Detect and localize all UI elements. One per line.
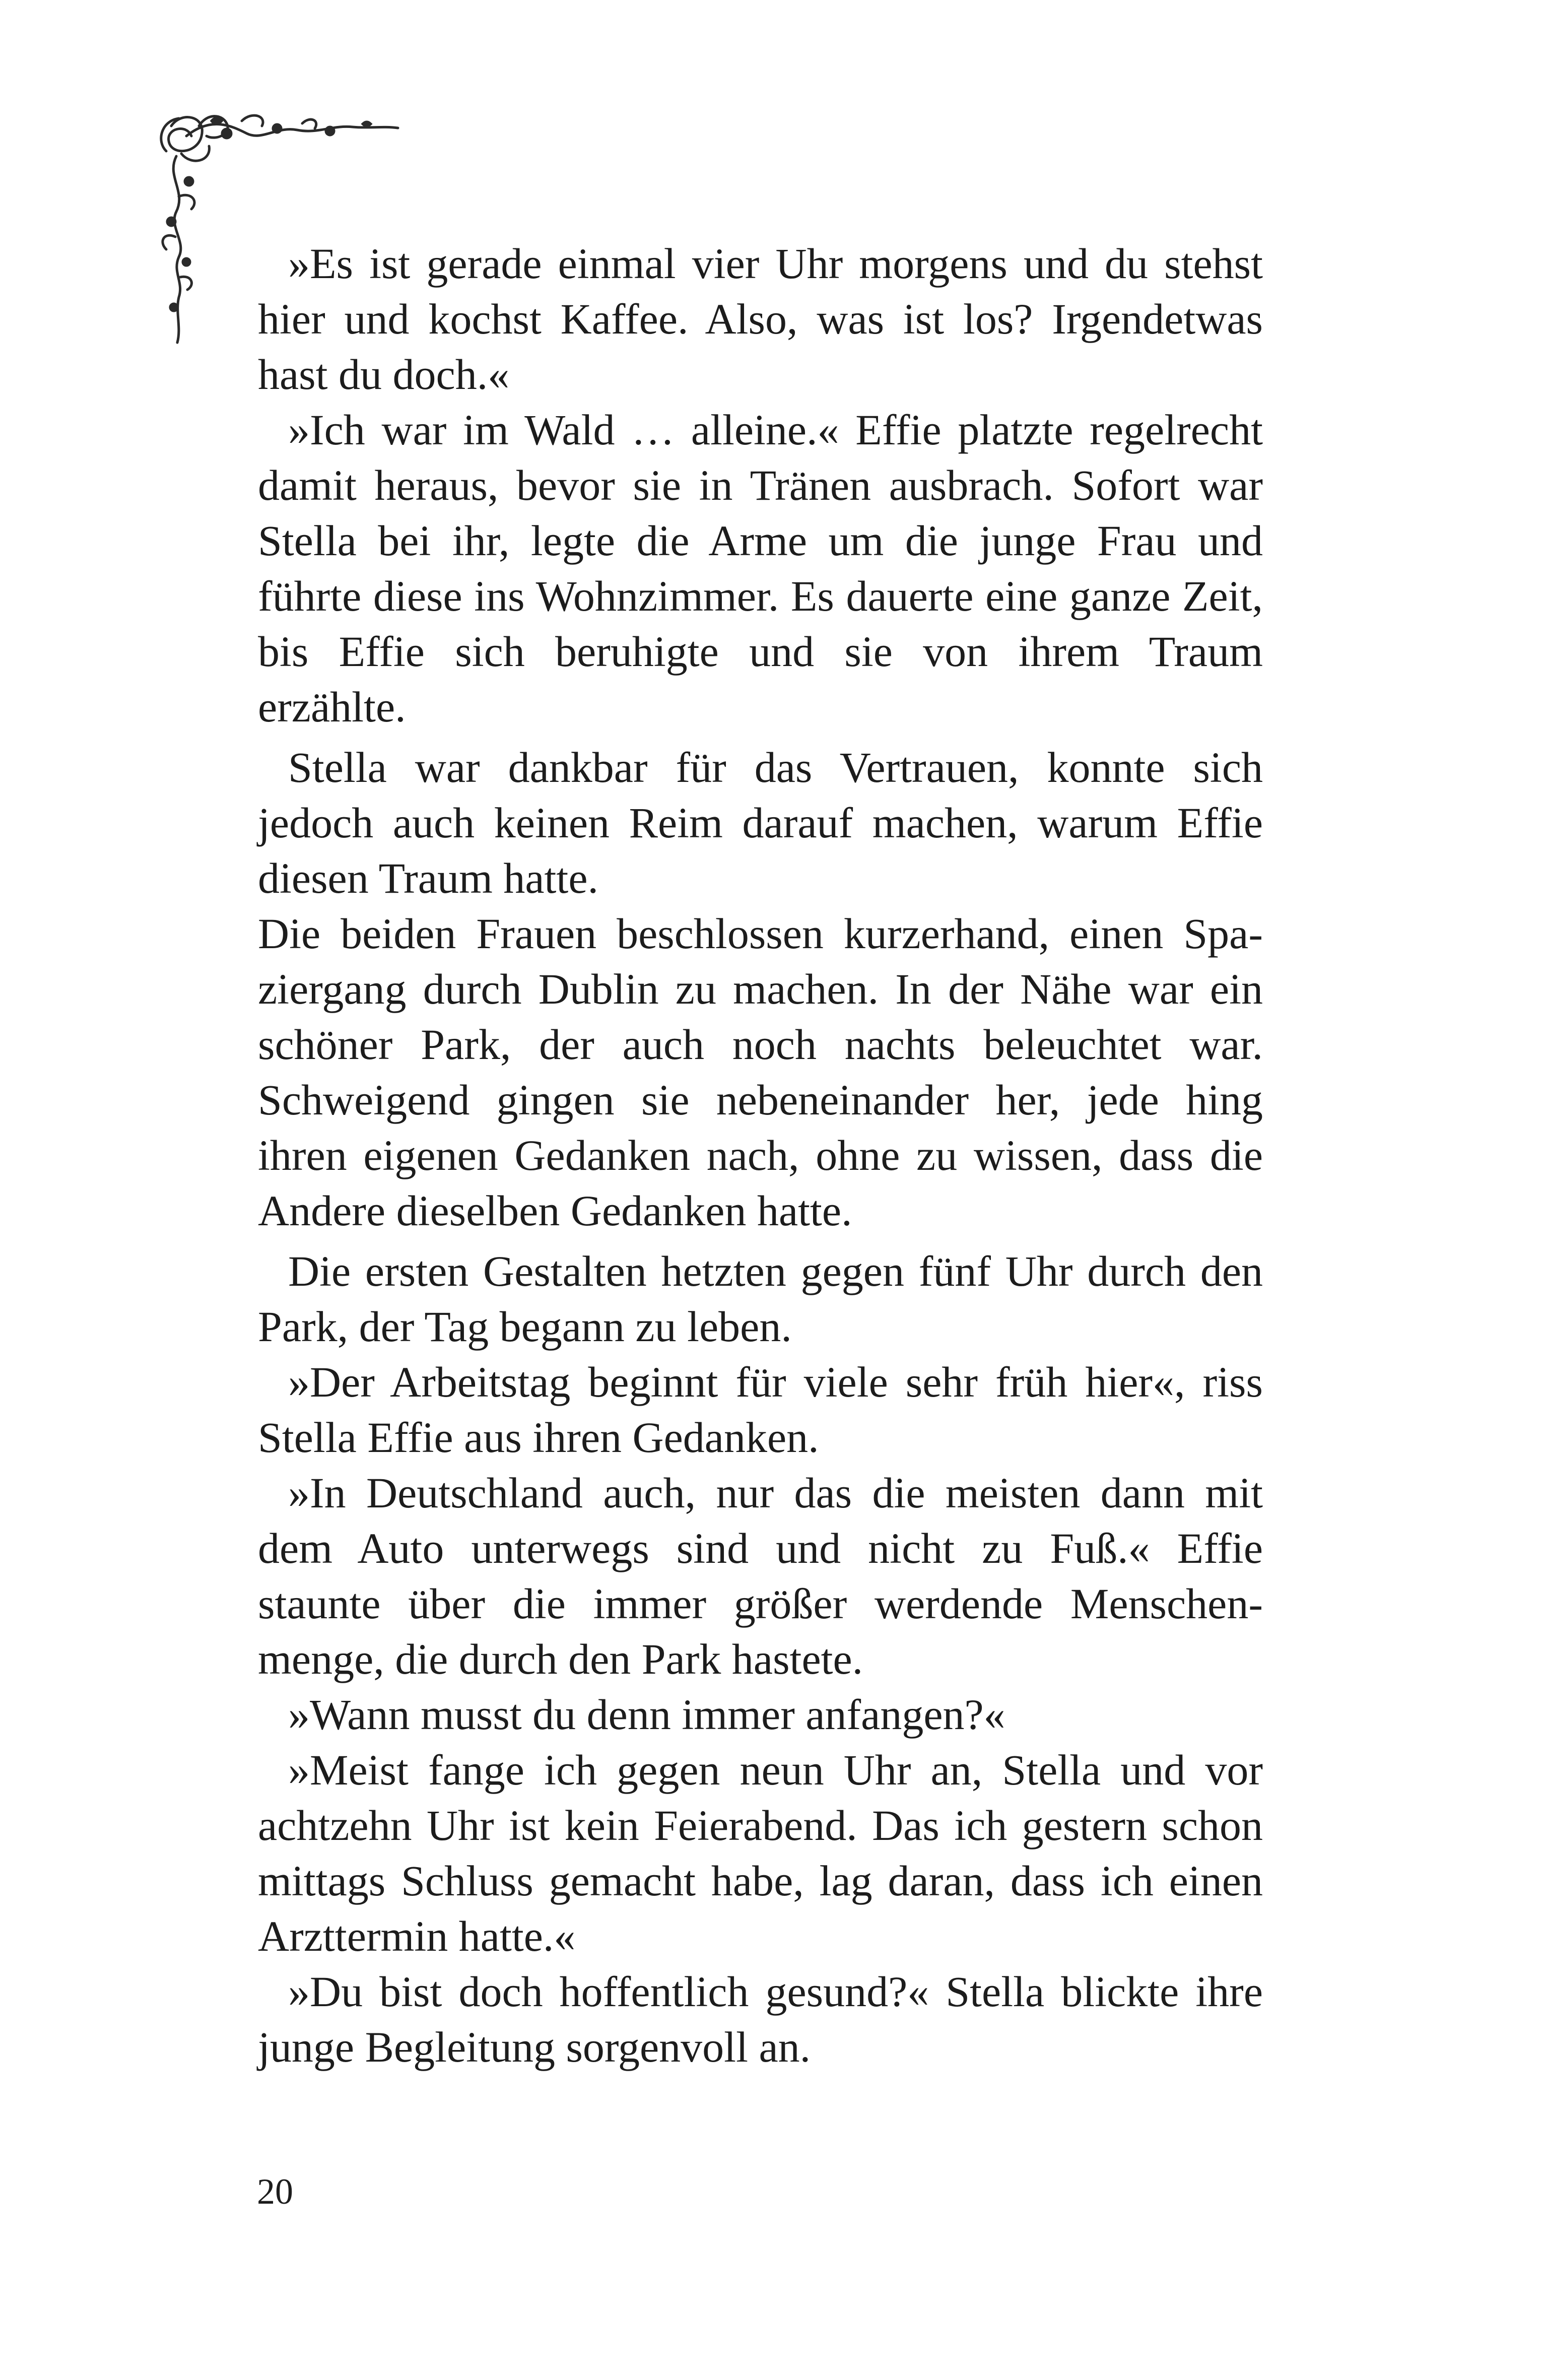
paragraph: »Ich war im Wald … alleine.« Effie platzte regelrecht damit heraus, bevor sie in Tränen ausbrach. Sofort war Stella bei ihr, legte die Arme um die junge Frau und führte diese ins Wohnzimmer. Es dauerte eine ganze Zeit, bis Effie sich beruhigte und sie von ihrem Traum erzählte. xyxy=(258,406,1263,731)
paragraph: »Es ist gerade einmal vier Uhr morgens und du stehst hier und kochst Kaffee. Also, was ist los? Irgendetwas hast du doch.« xyxy=(258,239,1263,399)
body-text xyxy=(258,236,1263,2075)
paragraph: Die beiden Frauen beschlossen kurzerhand, einen Spaziergang durch Dublin zu machen. In der Nähe war ein schöner Park, der auch noch nachts beleuchtet war. Schweigend gingen sie nebeneinander her, jede hing ihren eigenen Gedanken nach, ohne zu wissen, dass die Andere dieselben Gedanken hatte. xyxy=(258,909,1263,1235)
page-number: 20 xyxy=(257,2171,293,2212)
paragraph: »Meist fange ich gegen neun Uhr an, Stella und vor achtzehn Uhr ist kein Feierabend. Das ich gestern schon mittags Schluss gemacht habe, lag daran, dass ich einen Arzttermin hatte.« xyxy=(258,1746,1263,1960)
paragraph: »Wann musst du denn immer anfangen?« xyxy=(288,1690,1005,1739)
paragraph: Stella war dankbar für das Vertrauen, konnte sich jedoch auch keinen Reim darauf machen, warum Effie diesen Traum hatte. xyxy=(258,743,1263,902)
paragraph: »Der Arbeitstag beginnt für viele sehr früh hier«, riss Stella Effie aus ihren Gedanken. xyxy=(258,1358,1263,1462)
paragraph: »Du bist doch hoffentlich gesund?« Stella blickte ihre junge Begleitung sorgenvoll an. xyxy=(258,1967,1263,2071)
paragraph: »In Deutschland auch, nur das die meisten dann mit dem Auto unterwegs sind und nicht zu Fuß.« Effie staunte über die immer größer werdende Menschenmenge, die durch den Park hastete. xyxy=(258,1469,1263,1683)
paragraph: Die ersten Gestalten hetzten gegen fünf Uhr durch den Park, der Tag begann zu leben. xyxy=(258,1247,1263,1351)
